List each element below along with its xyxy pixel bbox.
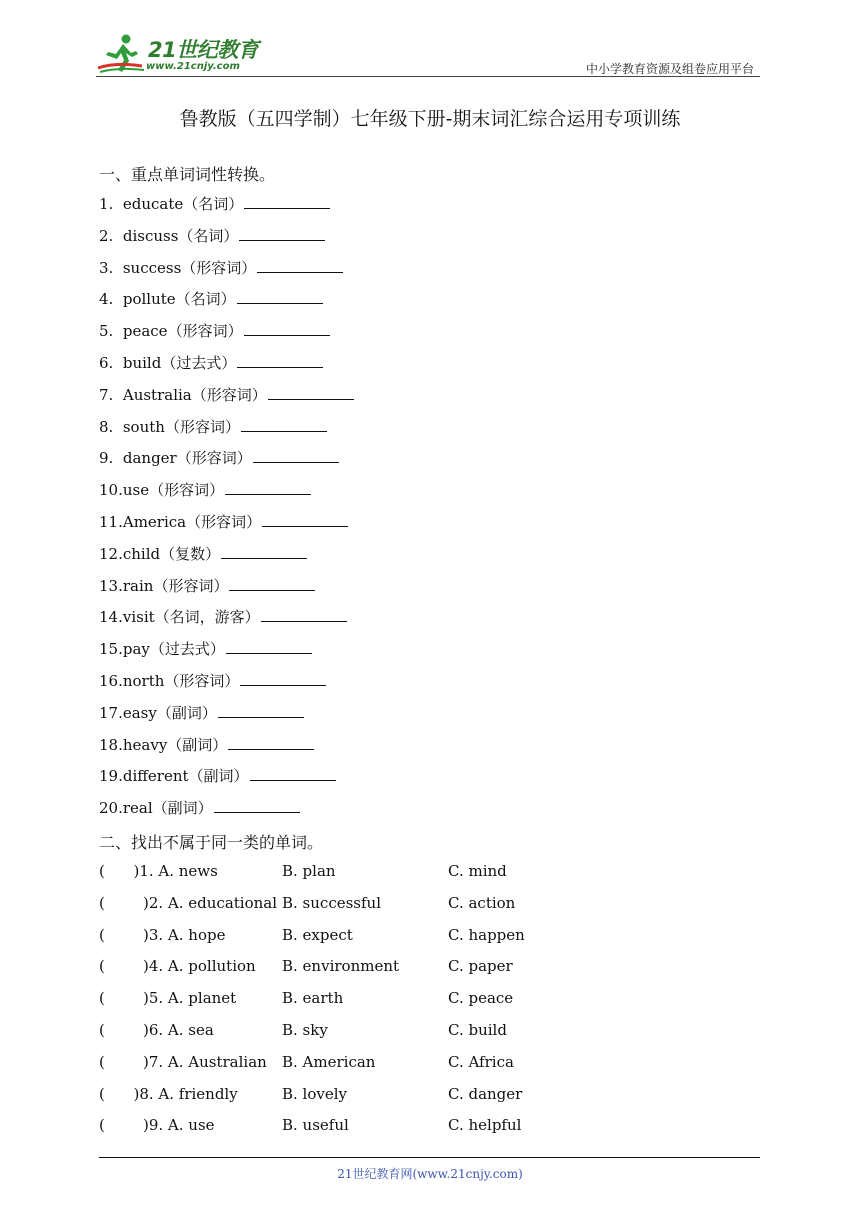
word-item [99, 766, 336, 786]
answer-blank[interactable] [253, 448, 339, 463]
item-hint: （副词） [152, 799, 213, 818]
item-word: south [122, 417, 165, 436]
answer-blank[interactable] [218, 703, 304, 718]
answer-blank[interactable] [239, 226, 325, 241]
option-c: C. paper [448, 957, 513, 976]
item-number: 16. [99, 672, 123, 690]
logo-text: 21世纪教育 [148, 38, 259, 62]
item-hint: （名词） [178, 226, 239, 245]
item-number: 1. [99, 195, 123, 213]
item-word: discuss [122, 226, 179, 245]
section2-heading: 二、找出不属于同一类的单词。 [99, 833, 324, 852]
answer-blank[interactable] [228, 735, 314, 750]
item-hint: （形容词） [149, 481, 225, 500]
option-b: B. earth [282, 989, 344, 1008]
option-a: ( )8. A. friendly [99, 1084, 238, 1103]
item-word: different [122, 767, 189, 786]
answer-blank[interactable] [261, 607, 347, 622]
item-hint: （过去式） [161, 354, 237, 372]
option-b: B. environment [282, 957, 400, 976]
item-word: use [122, 481, 150, 500]
answer-blank[interactable] [214, 798, 300, 813]
item-word: easy [122, 703, 157, 722]
item-number: 11. [99, 513, 123, 531]
item-hint: （复数） [160, 544, 221, 563]
item-hint: （副词） [167, 735, 228, 754]
choice-row [99, 988, 659, 1008]
word-item [99, 289, 323, 309]
item-number: 3. [99, 258, 123, 277]
choice-row [99, 1020, 659, 1040]
choice-row [99, 893, 659, 913]
choice-row [99, 1115, 659, 1135]
option-c: C. build [448, 1021, 507, 1039]
option-b: B. lovely [282, 1084, 348, 1103]
item-hint: （名词） [175, 290, 236, 309]
item-hint: （形容词） [167, 322, 243, 341]
answer-blank[interactable] [221, 544, 307, 559]
item-word: build [122, 354, 162, 372]
logo-url: www.21cnjy.com [146, 61, 240, 72]
item-word: America [122, 513, 187, 531]
answer-blank[interactable] [250, 766, 336, 781]
item-number: 17. [99, 703, 123, 722]
item-hint: （过去式） [149, 640, 225, 659]
item-number: 12. [99, 544, 123, 563]
word-item [99, 671, 326, 691]
footer-divider [99, 1157, 760, 1158]
item-word: danger [122, 449, 177, 468]
option-a: ( )7. A. Australian [99, 1052, 267, 1071]
item-number: 5. [99, 322, 123, 341]
option-b: B. successful [282, 893, 382, 912]
word-item [99, 448, 339, 468]
answer-blank[interactable] [229, 576, 315, 591]
answer-blank[interactable] [237, 353, 323, 368]
item-hint: （形容词） [164, 672, 240, 690]
item-word: north [122, 672, 165, 690]
word-item [99, 480, 311, 500]
item-hint: （形容词） [176, 449, 252, 468]
item-word: pay [122, 640, 150, 659]
item-number: 9. [99, 449, 123, 468]
option-a: ( )4. A. pollution [99, 957, 256, 976]
item-number: 2. [99, 226, 123, 245]
answer-blank[interactable] [225, 480, 311, 495]
answer-blank[interactable] [226, 639, 312, 654]
item-word: rain [122, 576, 154, 595]
item-word: peace [122, 322, 168, 341]
word-item [99, 194, 330, 214]
choice-row [99, 1052, 659, 1072]
item-number: 20. [99, 799, 123, 818]
option-a: ( )3. A. hope [99, 925, 226, 944]
item-hint: （名词） [183, 195, 244, 213]
word-item [99, 576, 315, 596]
section1-heading: 一、重点单词词性转换。 [99, 165, 276, 184]
option-a: ( )9. A. use [99, 1116, 215, 1135]
word-item [99, 544, 307, 564]
option-a: ( )5. A. planet [99, 989, 237, 1008]
option-c: C. peace [448, 989, 514, 1008]
header-platform-text: 中小学教育资源及组卷应用平台 [585, 62, 754, 76]
answer-blank[interactable] [240, 671, 326, 686]
word-item [99, 417, 327, 437]
option-c: C. mind [448, 862, 507, 880]
page-title: 鲁教版（五四学制）七年级下册-期末词汇综合运用专项训练 [179, 108, 681, 130]
item-number: 18. [99, 735, 123, 754]
choice-row [99, 925, 659, 945]
option-a: ( )6. A. sea [99, 1021, 214, 1039]
word-item [99, 639, 312, 659]
item-number: 15. [99, 640, 123, 659]
answer-blank[interactable] [241, 417, 327, 432]
item-word: visit [122, 608, 155, 627]
item-hint: （形容词） [186, 513, 262, 531]
item-hint: （形容词） [181, 258, 257, 277]
item-number: 10. [99, 481, 123, 500]
option-c: C. action [448, 893, 516, 912]
item-word: pollute [122, 290, 176, 309]
option-a: ( )2. A. educational [99, 893, 278, 912]
word-item [99, 226, 325, 246]
item-hint: （形容词） [191, 385, 267, 404]
word-item [99, 385, 354, 405]
option-a: ( )1. A. news [99, 862, 218, 880]
item-word: Australia [122, 385, 192, 404]
option-b: B. American [282, 1052, 376, 1071]
word-item [99, 607, 347, 627]
item-number: 4. [99, 290, 123, 309]
footer-text: 21世纪教育网(www.21cnjy.com) [337, 1167, 523, 1181]
answer-blank[interactable] [268, 385, 354, 400]
option-b: B. useful [282, 1116, 349, 1135]
choice-row [99, 956, 659, 976]
word-item [99, 258, 343, 278]
choice-row [99, 1084, 659, 1104]
answer-blank[interactable] [244, 321, 330, 336]
option-b: B. expect [282, 925, 353, 944]
item-hint: （副词） [156, 703, 217, 722]
word-item [99, 798, 300, 818]
option-c: C. happen [448, 925, 525, 944]
item-word: child [122, 544, 161, 563]
word-item [99, 703, 304, 723]
word-item [99, 735, 314, 755]
item-number: 19. [99, 767, 123, 786]
item-word: success [122, 258, 182, 277]
item-hint: （副词） [188, 767, 249, 786]
logo [96, 32, 266, 78]
option-c: C. Africa [448, 1052, 514, 1071]
item-number: 8. [99, 417, 123, 436]
answer-blank[interactable] [257, 258, 343, 273]
answer-blank[interactable] [262, 512, 348, 527]
item-word: heavy [122, 735, 168, 754]
item-number: 7. [99, 385, 123, 404]
answer-blank[interactable] [237, 289, 323, 304]
item-number: 6. [99, 354, 123, 372]
item-number: 14. [99, 608, 123, 627]
item-word: educate [122, 195, 184, 213]
answer-blank[interactable] [244, 194, 330, 209]
choice-row [99, 861, 659, 881]
runner-logo-icon [96, 32, 148, 76]
word-item [99, 353, 323, 373]
page-header [96, 32, 760, 78]
option-b: B. plan [282, 862, 336, 880]
option-c: C. danger [448, 1084, 523, 1103]
item-word: real [122, 799, 153, 818]
header-divider [96, 76, 760, 77]
item-number: 13. [99, 576, 123, 595]
word-item [99, 321, 330, 341]
option-b: B. sky [282, 1021, 328, 1039]
item-hint: （形容词） [153, 576, 229, 595]
option-c: C. helpful [448, 1116, 522, 1135]
item-hint: （名词，游客） [154, 608, 260, 627]
word-item [99, 512, 348, 532]
item-hint: （形容词） [164, 417, 240, 436]
